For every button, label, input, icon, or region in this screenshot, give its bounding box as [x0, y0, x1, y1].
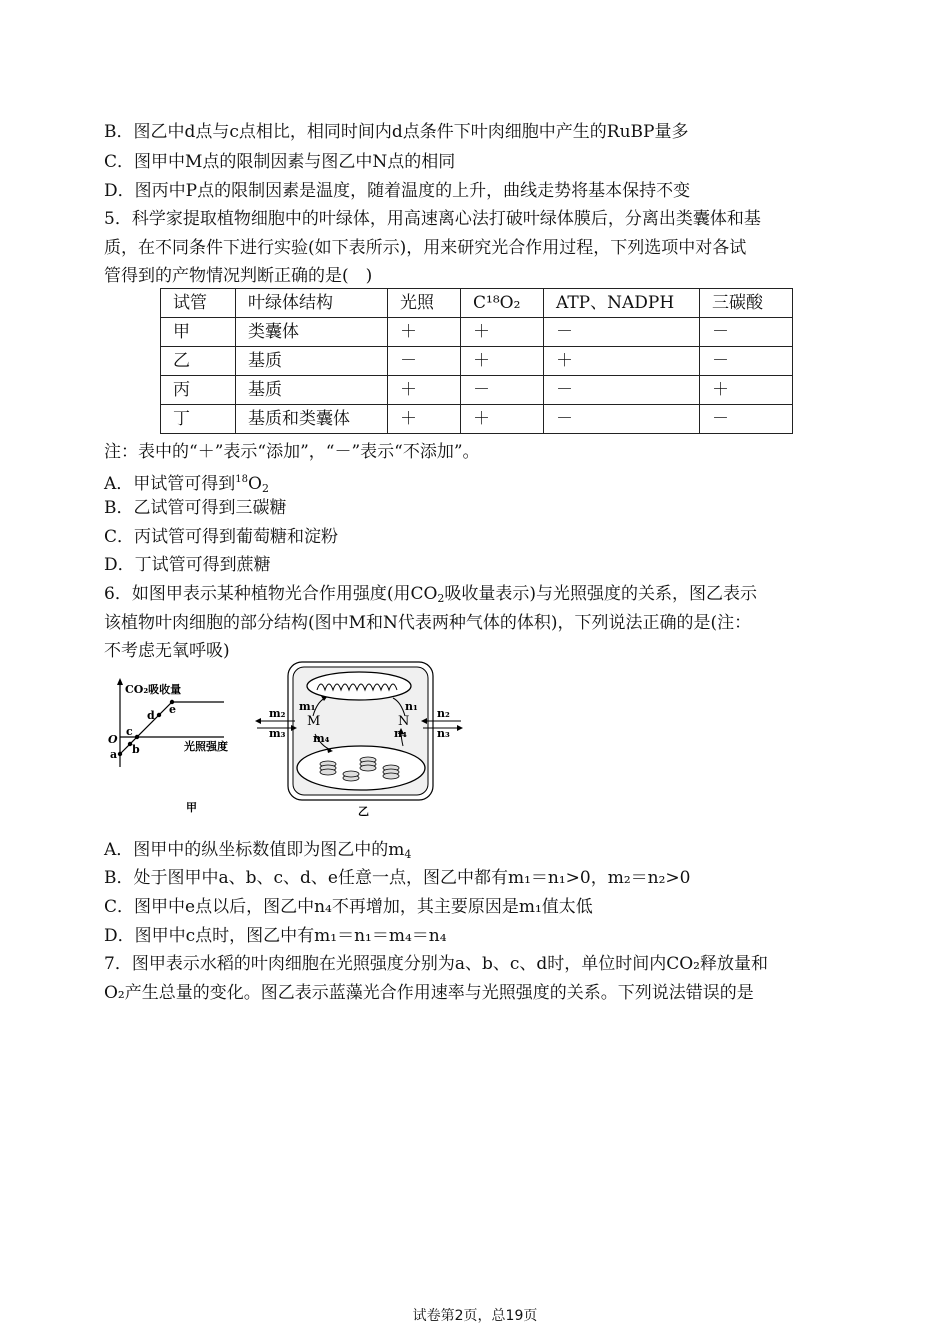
q6-option-a-sub: 4	[404, 848, 412, 861]
table-cell: 类囊体	[236, 318, 388, 347]
q6-stem-line2: 该植物叶肉细胞的部分结构(图中M和N代表两种气体的体积)，下列说法正确的是(注：	[104, 613, 752, 633]
table-cell: －	[700, 318, 793, 347]
table-cell: ＋	[461, 318, 544, 347]
q5-option-a-sub: 2	[261, 482, 269, 495]
q6-option-b: B．处于图甲中a、b、c、d、e任意一点，图乙中都有m₁＝n₁>0，m₂＝n₂>0	[104, 868, 691, 888]
q4-option-d: D．图丙中P点的限制因素是温度，随着温度的上升，曲线走势将基本保持不变	[104, 181, 691, 201]
q7-stem-line1: 7．图甲表示水稻的叶肉细胞在光照强度分别为a、b、c、d时，单位时间内CO₂释放量和	[104, 954, 768, 974]
table-cell: －	[388, 347, 461, 376]
y-axis-label: CO₂吸收量	[125, 683, 182, 696]
x-axis-label: 光照强度	[184, 740, 228, 753]
table-cell: ＋	[388, 376, 461, 405]
table-cell: －	[700, 347, 793, 376]
point-d	[157, 713, 161, 717]
label-m1: m₁	[299, 700, 316, 713]
table-cell: 甲	[161, 318, 236, 347]
q5-note: 注：表中的“＋”表示“添加”，“－”表示“不添加”。	[104, 442, 480, 462]
q6-stem-sub: 2	[437, 592, 445, 605]
table-cell: －	[544, 405, 700, 434]
q5-option-b: B．乙试管可得到三碳糖	[104, 498, 287, 518]
label-M: M	[307, 714, 321, 729]
q5-option-d: D．丁试管可得到蔗糖	[104, 555, 271, 575]
label-n1: n₁	[405, 700, 418, 713]
point-b-label: b	[132, 743, 140, 756]
q4-option-b: B．图乙中d点与c点相比，相同时间内d点条件下叶肉细胞中产生的RuBP量多	[104, 122, 689, 142]
table-row	[161, 347, 793, 376]
table-header-cell: 光照	[388, 289, 461, 318]
q6-option-a	[104, 840, 411, 865]
table-cell: 乙	[161, 347, 236, 376]
point-c	[135, 735, 139, 739]
q5-option-a-text: A．甲试管可得到	[104, 474, 236, 494]
table-cell: ＋	[388, 405, 461, 434]
point-a-label: a	[110, 748, 118, 761]
q5-stem-line2: 质，在不同条件下进行实验(如下表所示)，用来研究光合作用过程，下列选项中对各试	[104, 238, 747, 258]
table-cell: ＋	[388, 318, 461, 347]
point-a	[118, 752, 122, 756]
q4-option-c: C．图甲中M点的限制因素与图乙中N点的相同	[104, 152, 456, 172]
table-cell: 基质和类囊体	[236, 405, 388, 434]
q6-option-c: C．图甲中e点以后，图乙中n₄不再增加，其主要原因是m₁值太低	[104, 897, 593, 917]
q5-option-a	[104, 470, 269, 499]
table-cell: －	[700, 405, 793, 434]
q5-option-c: C．丙试管可得到葡萄糖和淀粉	[104, 527, 339, 547]
page-footer: 试卷第2页，总19页	[412, 1308, 538, 1324]
q6-stem-text-post: 吸收量表示)与光照强度的关系，图乙表示	[444, 584, 758, 604]
table-row	[161, 405, 793, 434]
table-cell: 丁	[161, 405, 236, 434]
figure-jia	[104, 672, 244, 817]
table-cell: ＋	[461, 405, 544, 434]
q5-option-a-o: O	[248, 474, 262, 494]
q6-stem-line1	[104, 584, 757, 609]
q6-option-a-text: A．图甲中的纵坐标数值即为图乙中的m	[104, 840, 405, 860]
table-header-row	[161, 289, 793, 318]
origin-label: O	[108, 733, 118, 746]
table-cell: ＋	[461, 347, 544, 376]
table-cell: ＋	[700, 376, 793, 405]
q5-option-a-sup: 18	[235, 474, 249, 485]
table-cell: －	[544, 318, 700, 347]
table-cell: －	[461, 376, 544, 405]
q7-stem-line2: O₂产生总量的变化。图乙表示蓝藻光合作用速率与光照强度的关系。下列说法错误的是	[104, 983, 754, 1003]
label-m4: m₄	[313, 732, 330, 745]
label-m3: m₃	[269, 727, 286, 740]
figure-yi-caption: 乙	[358, 805, 369, 818]
y-axis-arrow	[117, 678, 123, 685]
q5-stem-line3: 管得到的产物情况判断正确的是( )	[104, 266, 373, 286]
label-N: N	[398, 714, 410, 729]
point-e-label: e	[169, 703, 176, 716]
table-cell: 基质	[236, 376, 388, 405]
label-m2: m₂	[269, 707, 286, 720]
figure-jia-caption: 甲	[186, 801, 197, 814]
q6-stem-line3: 不考虑无氧呼吸)	[104, 641, 230, 661]
label-n2: n₂	[437, 707, 450, 720]
table-row	[161, 376, 793, 405]
label-n4: n₄	[394, 727, 407, 740]
q6-stem-text: 6．如图甲表示某种植物光合作用强度(用CO	[104, 584, 438, 604]
label-n3: n₃	[437, 727, 450, 740]
table-cell: 基质	[236, 347, 388, 376]
figure-yi	[255, 658, 470, 820]
point-d-label: d	[147, 709, 155, 722]
table-header-cell: 叶绿体结构	[236, 289, 388, 318]
table-row	[161, 318, 793, 347]
table-header-cell: 试管	[161, 289, 236, 318]
table-cell: 丙	[161, 376, 236, 405]
table-header-cell: ATP、NADPH	[544, 289, 700, 318]
q5-stem-line1: 5．科学家提取植物细胞中的叶绿体，用高速离心法打破叶绿体膜后，分离出类囊体和基	[104, 209, 761, 229]
table-header-cell: 三碳酸	[700, 289, 793, 318]
table-header-cell: C¹⁸O₂	[461, 289, 544, 318]
table-cell: ＋	[544, 347, 700, 376]
experiment-table	[160, 288, 793, 434]
table-cell: －	[544, 376, 700, 405]
q6-option-d: D．图甲中c点时，图乙中有m₁＝n₁＝m₄＝n₄	[104, 926, 447, 946]
point-c-label: c	[126, 725, 133, 738]
